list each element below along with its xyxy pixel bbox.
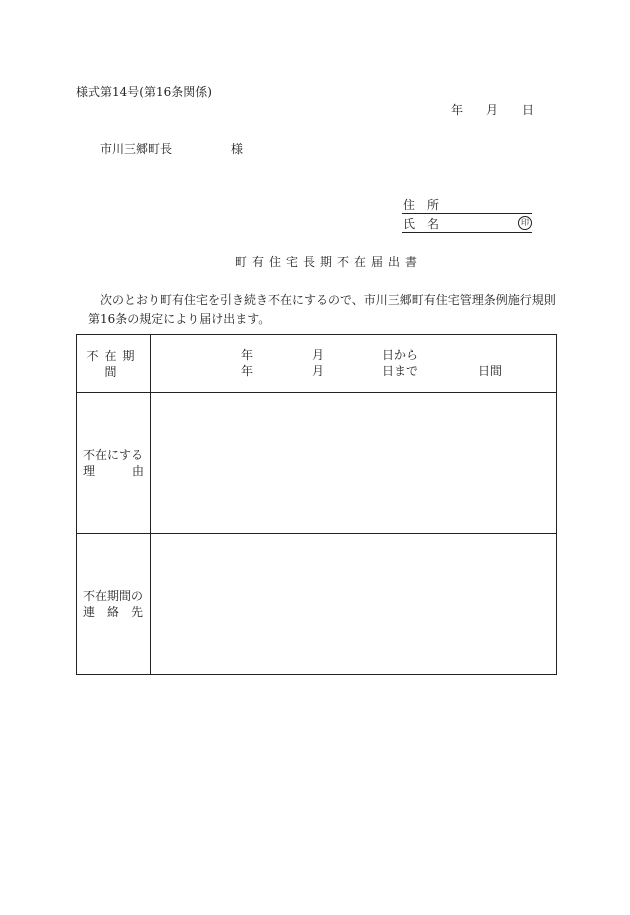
period-label: 不在期間 bbox=[86, 348, 141, 379]
document-title: 町有住宅長期不在届出書 bbox=[235, 255, 423, 269]
seal-mark: 印 bbox=[518, 216, 532, 230]
address-underline bbox=[402, 213, 532, 214]
reason-label-char-1: 理 bbox=[83, 464, 96, 478]
intro-line-2: 第16条の規定により届け出ます。 bbox=[88, 312, 271, 326]
contact-row bbox=[77, 534, 557, 675]
address-label: 住 所 bbox=[403, 198, 440, 212]
to-year-label: 年 bbox=[241, 364, 254, 378]
reason-label-cell bbox=[77, 393, 151, 534]
from-year-label: 年 bbox=[241, 348, 254, 362]
name-underline bbox=[402, 232, 532, 233]
period-label-cell bbox=[77, 335, 151, 393]
name-label: 氏 名 bbox=[403, 217, 440, 231]
period-row bbox=[77, 335, 557, 393]
reason-label-line-1: 不在にする bbox=[83, 448, 144, 462]
contact-label-line-1: 不在期間の bbox=[83, 589, 144, 603]
reason-value-cell[interactable] bbox=[151, 393, 557, 534]
intro-line-1: 次のとおり町有住宅を引き続き不在にするので、市川三郷町有住宅管理条例施行規則 bbox=[100, 293, 556, 307]
contact-value-cell[interactable] bbox=[151, 534, 557, 675]
honorific: 様 bbox=[231, 142, 244, 156]
form-number: 様式第14号(第16条関係) bbox=[76, 85, 212, 99]
from-day-label: 日から bbox=[382, 348, 419, 362]
reason-label-char-2: 由 bbox=[131, 464, 144, 478]
period-value-cell[interactable] bbox=[151, 335, 557, 393]
date-year-label: 年 bbox=[451, 103, 464, 117]
date-month-label: 月 bbox=[486, 103, 499, 117]
from-month-label: 月 bbox=[312, 348, 325, 362]
contact-label-cell bbox=[77, 534, 151, 675]
notice-table bbox=[76, 334, 557, 675]
to-month-label: 月 bbox=[312, 364, 325, 378]
contact-label-line-2: 連 絡 先 bbox=[83, 605, 144, 619]
days-label: 日間 bbox=[478, 364, 503, 378]
reason-label-line-2 bbox=[77, 463, 150, 479]
date-day-label: 日 bbox=[522, 103, 535, 117]
reason-row bbox=[77, 393, 557, 534]
addressee: 市川三郷町長 bbox=[100, 142, 173, 156]
to-day-label: 日まで bbox=[382, 364, 419, 378]
